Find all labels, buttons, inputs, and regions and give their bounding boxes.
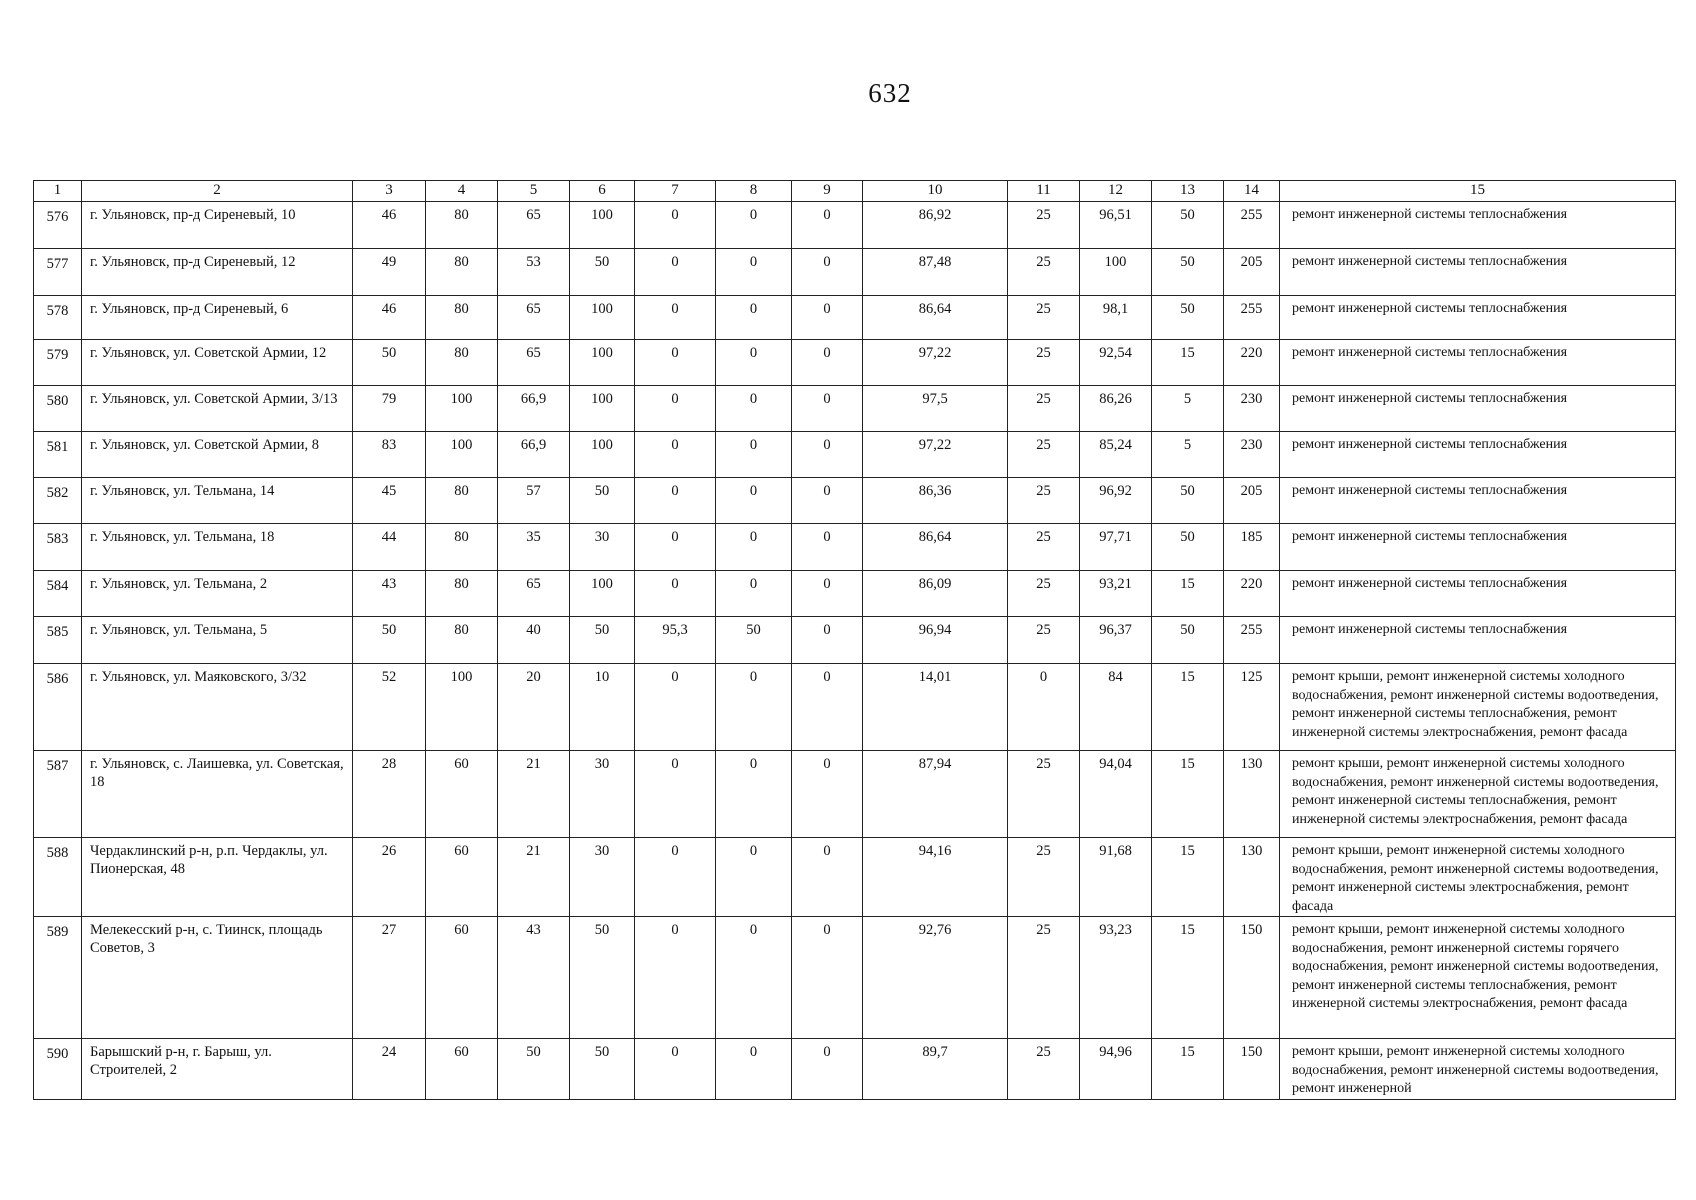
work-type-cell: ремонт крыши, ремонт инженерной системы холодного водоснабжения, ремонт инженерной системы водоотведения, ремонт инженерной: [1280, 1039, 1676, 1100]
value-cell: 60: [426, 751, 498, 838]
value-cell: 15: [1152, 751, 1224, 838]
work-type-cell: ремонт крыши, ремонт инженерной системы холодного водоснабжения, ремонт инженерной системы водоотведения, ремонт инженерной системы электроснабжения, ремонт фасада: [1280, 838, 1676, 917]
value-cell: 150: [1224, 1039, 1280, 1100]
value-cell: 40: [498, 617, 570, 664]
value-cell: 14,01: [863, 664, 1008, 751]
row-number-cell: 582: [34, 478, 82, 524]
value-cell: 24: [353, 1039, 426, 1100]
value-cell: 0: [635, 1039, 716, 1100]
value-cell: 100: [1080, 249, 1152, 296]
column-header: 15: [1280, 181, 1676, 202]
value-cell: 65: [498, 340, 570, 386]
column-header: 4: [426, 181, 498, 202]
value-cell: 0: [716, 296, 792, 340]
value-cell: 0: [792, 296, 863, 340]
value-cell: 0: [716, 340, 792, 386]
value-cell: 30: [570, 524, 635, 571]
value-cell: 25: [1008, 340, 1080, 386]
value-cell: 255: [1224, 617, 1280, 664]
value-cell: 25: [1008, 202, 1080, 249]
row-number-cell: 589: [34, 917, 82, 1039]
value-cell: 96,92: [1080, 478, 1152, 524]
row-number-cell: 590: [34, 1039, 82, 1100]
value-cell: 91,68: [1080, 838, 1152, 917]
value-cell: 92,54: [1080, 340, 1152, 386]
value-cell: 46: [353, 296, 426, 340]
value-cell: 46: [353, 202, 426, 249]
value-cell: 80: [426, 571, 498, 617]
value-cell: 255: [1224, 202, 1280, 249]
value-cell: 79: [353, 386, 426, 432]
column-header: 7: [635, 181, 716, 202]
address-cell: г. Ульяновск, ул. Маяковского, 3/32: [82, 664, 353, 751]
table-row: [34, 202, 1676, 249]
value-cell: 5: [1152, 432, 1224, 478]
value-cell: 0: [716, 432, 792, 478]
table-row: [34, 838, 1676, 917]
value-cell: 230: [1224, 386, 1280, 432]
page-number: 632: [868, 78, 912, 108]
value-cell: 25: [1008, 478, 1080, 524]
value-cell: 93,21: [1080, 571, 1152, 617]
value-cell: 130: [1224, 751, 1280, 838]
value-cell: 97,22: [863, 432, 1008, 478]
row-number-cell: 583: [34, 524, 82, 571]
value-cell: 0: [792, 917, 863, 1039]
value-cell: 20: [498, 664, 570, 751]
work-type-cell: ремонт инженерной системы теплоснабжения: [1280, 478, 1676, 524]
value-cell: 15: [1152, 917, 1224, 1039]
value-cell: 50: [1152, 617, 1224, 664]
row-number-cell: 587: [34, 751, 82, 838]
value-cell: 230: [1224, 432, 1280, 478]
work-type-cell: ремонт крыши, ремонт инженерной системы холодного водоснабжения, ремонт инженерной системы водоотведения, ремонт инженерной системы теплоснабжения, ремонт инженерной системы электроснабжения, ремонт фасада: [1280, 751, 1676, 838]
column-header: 9: [792, 181, 863, 202]
address-cell: г. Ульяновск, ул. Тельмана, 18: [82, 524, 353, 571]
value-cell: 0: [635, 524, 716, 571]
table-row: [34, 478, 1676, 524]
value-cell: 86,64: [863, 524, 1008, 571]
value-cell: 27: [353, 917, 426, 1039]
value-cell: 0: [1008, 664, 1080, 751]
value-cell: 53: [498, 249, 570, 296]
value-cell: 60: [426, 838, 498, 917]
row-number-cell: 580: [34, 386, 82, 432]
value-cell: 57: [498, 478, 570, 524]
value-cell: 0: [792, 432, 863, 478]
value-cell: 25: [1008, 617, 1080, 664]
value-cell: 0: [635, 249, 716, 296]
value-cell: 185: [1224, 524, 1280, 571]
value-cell: 65: [498, 296, 570, 340]
value-cell: 0: [716, 1039, 792, 1100]
work-type-cell: ремонт инженерной системы теплоснабжения: [1280, 617, 1676, 664]
row-number-cell: 577: [34, 249, 82, 296]
value-cell: 0: [635, 838, 716, 917]
table-row: [34, 751, 1676, 838]
address-cell: г. Ульяновск, ул. Тельмана, 14: [82, 478, 353, 524]
value-cell: 25: [1008, 432, 1080, 478]
value-cell: 50: [570, 249, 635, 296]
value-cell: 97,5: [863, 386, 1008, 432]
value-cell: 0: [792, 838, 863, 917]
value-cell: 15: [1152, 571, 1224, 617]
value-cell: 205: [1224, 249, 1280, 296]
value-cell: 87,94: [863, 751, 1008, 838]
value-cell: 25: [1008, 1039, 1080, 1100]
value-cell: 50: [1152, 478, 1224, 524]
table-row: [34, 1039, 1676, 1100]
value-cell: 25: [1008, 249, 1080, 296]
row-number-cell: 579: [34, 340, 82, 386]
value-cell: 25: [1008, 571, 1080, 617]
table-row: [34, 664, 1676, 751]
value-cell: 96,51: [1080, 202, 1152, 249]
value-cell: 97,22: [863, 340, 1008, 386]
value-cell: 0: [792, 478, 863, 524]
value-cell: 21: [498, 838, 570, 917]
value-cell: 25: [1008, 917, 1080, 1039]
value-cell: 50: [353, 340, 426, 386]
table-row: [34, 917, 1676, 1039]
column-header: 2: [82, 181, 353, 202]
value-cell: 25: [1008, 296, 1080, 340]
value-cell: 50: [1152, 249, 1224, 296]
value-cell: 0: [635, 202, 716, 249]
table-row: [34, 432, 1676, 478]
value-cell: 0: [635, 571, 716, 617]
value-cell: 0: [716, 838, 792, 917]
value-cell: 25: [1008, 751, 1080, 838]
value-cell: 80: [426, 524, 498, 571]
value-cell: 50: [570, 478, 635, 524]
address-cell: г. Ульяновск, ул. Тельмана, 2: [82, 571, 353, 617]
value-cell: 60: [426, 917, 498, 1039]
value-cell: 0: [792, 202, 863, 249]
value-cell: 98,1: [1080, 296, 1152, 340]
value-cell: 80: [426, 617, 498, 664]
header-row: [34, 181, 1676, 202]
value-cell: 0: [635, 340, 716, 386]
value-cell: 0: [716, 386, 792, 432]
value-cell: 125: [1224, 664, 1280, 751]
value-cell: 86,26: [1080, 386, 1152, 432]
value-cell: 30: [570, 838, 635, 917]
value-cell: 50: [570, 917, 635, 1039]
value-cell: 0: [716, 524, 792, 571]
row-number-cell: 585: [34, 617, 82, 664]
value-cell: 50: [498, 1039, 570, 1100]
value-cell: 100: [426, 386, 498, 432]
value-cell: 43: [498, 917, 570, 1039]
value-cell: 97,71: [1080, 524, 1152, 571]
address-cell: г. Ульяновск, ул. Советской Армии, 12: [82, 340, 353, 386]
column-header: 12: [1080, 181, 1152, 202]
work-type-cell: ремонт инженерной системы теплоснабжения: [1280, 340, 1676, 386]
value-cell: 100: [570, 571, 635, 617]
value-cell: 94,96: [1080, 1039, 1152, 1100]
value-cell: 10: [570, 664, 635, 751]
value-cell: 44: [353, 524, 426, 571]
value-cell: 15: [1152, 664, 1224, 751]
value-cell: 50: [1152, 202, 1224, 249]
value-cell: 0: [716, 249, 792, 296]
value-cell: 220: [1224, 340, 1280, 386]
work-type-cell: ремонт инженерной системы теплоснабжения: [1280, 296, 1676, 340]
work-type-cell: ремонт инженерной системы теплоснабжения: [1280, 524, 1676, 571]
column-header: 13: [1152, 181, 1224, 202]
value-cell: 0: [792, 1039, 863, 1100]
value-cell: 60: [426, 1039, 498, 1100]
value-cell: 255: [1224, 296, 1280, 340]
table-row: [34, 617, 1676, 664]
value-cell: 25: [1008, 386, 1080, 432]
row-number-cell: 581: [34, 432, 82, 478]
value-cell: 0: [635, 478, 716, 524]
value-cell: 86,36: [863, 478, 1008, 524]
value-cell: 100: [570, 296, 635, 340]
value-cell: 85,24: [1080, 432, 1152, 478]
address-cell: г. Ульяновск, ул. Тельмана, 5: [82, 617, 353, 664]
value-cell: 100: [570, 432, 635, 478]
value-cell: 87,48: [863, 249, 1008, 296]
column-header: 5: [498, 181, 570, 202]
value-cell: 0: [716, 571, 792, 617]
value-cell: 94,04: [1080, 751, 1152, 838]
value-cell: 25: [1008, 524, 1080, 571]
table-row: [34, 340, 1676, 386]
address-cell: г. Ульяновск, пр-д Сиреневый, 6: [82, 296, 353, 340]
value-cell: 100: [570, 202, 635, 249]
address-cell: г. Ульяновск, ул. Советской Армии, 8: [82, 432, 353, 478]
value-cell: 100: [426, 664, 498, 751]
value-cell: 96,37: [1080, 617, 1152, 664]
value-cell: 5: [1152, 386, 1224, 432]
value-cell: 96,94: [863, 617, 1008, 664]
value-cell: 66,9: [498, 386, 570, 432]
value-cell: 0: [792, 340, 863, 386]
value-cell: 92,76: [863, 917, 1008, 1039]
table-row: [34, 386, 1676, 432]
value-cell: 65: [498, 571, 570, 617]
work-type-cell: ремонт крыши, ремонт инженерной системы холодного водоснабжения, ремонт инженерной системы водоотведения, ремонт инженерной системы теплоснабжения, ремонт инженерной системы электроснабжения, ремонт фасада: [1280, 664, 1676, 751]
column-header: 14: [1224, 181, 1280, 202]
value-cell: 0: [792, 617, 863, 664]
address-cell: Барышский р-н, г. Барыш, ул. Строителей, 2: [82, 1039, 353, 1100]
value-cell: 86,64: [863, 296, 1008, 340]
column-header: 8: [716, 181, 792, 202]
address-cell: г. Ульяновск, ул. Советской Армии, 3/13: [82, 386, 353, 432]
row-number-cell: 578: [34, 296, 82, 340]
value-cell: 93,23: [1080, 917, 1152, 1039]
value-cell: 0: [792, 386, 863, 432]
value-cell: 15: [1152, 1039, 1224, 1100]
table-row: [34, 249, 1676, 296]
value-cell: 25: [1008, 838, 1080, 917]
value-cell: 80: [426, 478, 498, 524]
address-cell: Чердаклинский р-н, р.п. Чердаклы, ул. Пионерская, 48: [82, 838, 353, 917]
value-cell: 0: [635, 917, 716, 1039]
column-header: 1: [34, 181, 82, 202]
value-cell: 0: [792, 249, 863, 296]
value-cell: 0: [716, 751, 792, 838]
row-number-cell: 588: [34, 838, 82, 917]
value-cell: 0: [635, 664, 716, 751]
value-cell: 50: [716, 617, 792, 664]
data-table: [33, 180, 1676, 1100]
value-cell: 80: [426, 202, 498, 249]
value-cell: 45: [353, 478, 426, 524]
value-cell: 205: [1224, 478, 1280, 524]
value-cell: 66,9: [498, 432, 570, 478]
table-body: [34, 202, 1676, 1100]
value-cell: 150: [1224, 917, 1280, 1039]
value-cell: 83: [353, 432, 426, 478]
work-type-cell: ремонт инженерной системы теплоснабжения: [1280, 249, 1676, 296]
value-cell: 0: [792, 664, 863, 751]
value-cell: 0: [792, 571, 863, 617]
table-row: [34, 296, 1676, 340]
value-cell: 26: [353, 838, 426, 917]
value-cell: 21: [498, 751, 570, 838]
work-type-cell: ремонт инженерной системы теплоснабжения: [1280, 386, 1676, 432]
row-number-cell: 586: [34, 664, 82, 751]
work-type-cell: ремонт инженерной системы теплоснабжения: [1280, 202, 1676, 249]
value-cell: 130: [1224, 838, 1280, 917]
value-cell: 50: [1152, 524, 1224, 571]
address-cell: г. Ульяновск, с. Лаишевка, ул. Советская, 18: [82, 751, 353, 838]
value-cell: 100: [426, 432, 498, 478]
table-row: [34, 571, 1676, 617]
value-cell: 95,3: [635, 617, 716, 664]
column-header: 11: [1008, 181, 1080, 202]
work-type-cell: ремонт инженерной системы теплоснабжения: [1280, 432, 1676, 478]
row-number-cell: 576: [34, 202, 82, 249]
value-cell: 65: [498, 202, 570, 249]
value-cell: 0: [792, 524, 863, 571]
column-header: 10: [863, 181, 1008, 202]
value-cell: 0: [635, 296, 716, 340]
value-cell: 30: [570, 751, 635, 838]
value-cell: 89,7: [863, 1039, 1008, 1100]
value-cell: 52: [353, 664, 426, 751]
value-cell: 0: [635, 386, 716, 432]
value-cell: 0: [716, 202, 792, 249]
value-cell: 50: [570, 1039, 635, 1100]
value-cell: 15: [1152, 838, 1224, 917]
value-cell: 80: [426, 249, 498, 296]
value-cell: 220: [1224, 571, 1280, 617]
value-cell: 80: [426, 296, 498, 340]
value-cell: 80: [426, 340, 498, 386]
value-cell: 35: [498, 524, 570, 571]
value-cell: 84: [1080, 664, 1152, 751]
value-cell: 86,09: [863, 571, 1008, 617]
address-cell: Мелекесский р-н, с. Тиинск, площадь Советов, 3: [82, 917, 353, 1039]
value-cell: 0: [635, 751, 716, 838]
value-cell: 0: [792, 751, 863, 838]
value-cell: 0: [716, 917, 792, 1039]
value-cell: 50: [1152, 296, 1224, 340]
value-cell: 28: [353, 751, 426, 838]
value-cell: 50: [570, 617, 635, 664]
value-cell: 0: [635, 432, 716, 478]
value-cell: 50: [353, 617, 426, 664]
address-cell: г. Ульяновск, пр-д Сиреневый, 12: [82, 249, 353, 296]
value-cell: 86,92: [863, 202, 1008, 249]
work-type-cell: ремонт крыши, ремонт инженерной системы холодного водоснабжения, ремонт инженерной системы горячего водоснабжения, ремонт инженерной системы водоотведения, ремонт инженерной системы теплоснабжения, ремонт инженерной системы электроснабжения, ремонт фасада: [1280, 917, 1676, 1039]
value-cell: 15: [1152, 340, 1224, 386]
work-type-cell: ремонт инженерной системы теплоснабжения: [1280, 571, 1676, 617]
address-cell: г. Ульяновск, пр-д Сиреневый, 10: [82, 202, 353, 249]
column-header: 6: [570, 181, 635, 202]
value-cell: 100: [570, 340, 635, 386]
value-cell: 0: [716, 478, 792, 524]
value-cell: 43: [353, 571, 426, 617]
value-cell: 0: [716, 664, 792, 751]
row-number-cell: 584: [34, 571, 82, 617]
value-cell: 100: [570, 386, 635, 432]
value-cell: 49: [353, 249, 426, 296]
value-cell: 94,16: [863, 838, 1008, 917]
table-row: [34, 524, 1676, 571]
column-header: 3: [353, 181, 426, 202]
